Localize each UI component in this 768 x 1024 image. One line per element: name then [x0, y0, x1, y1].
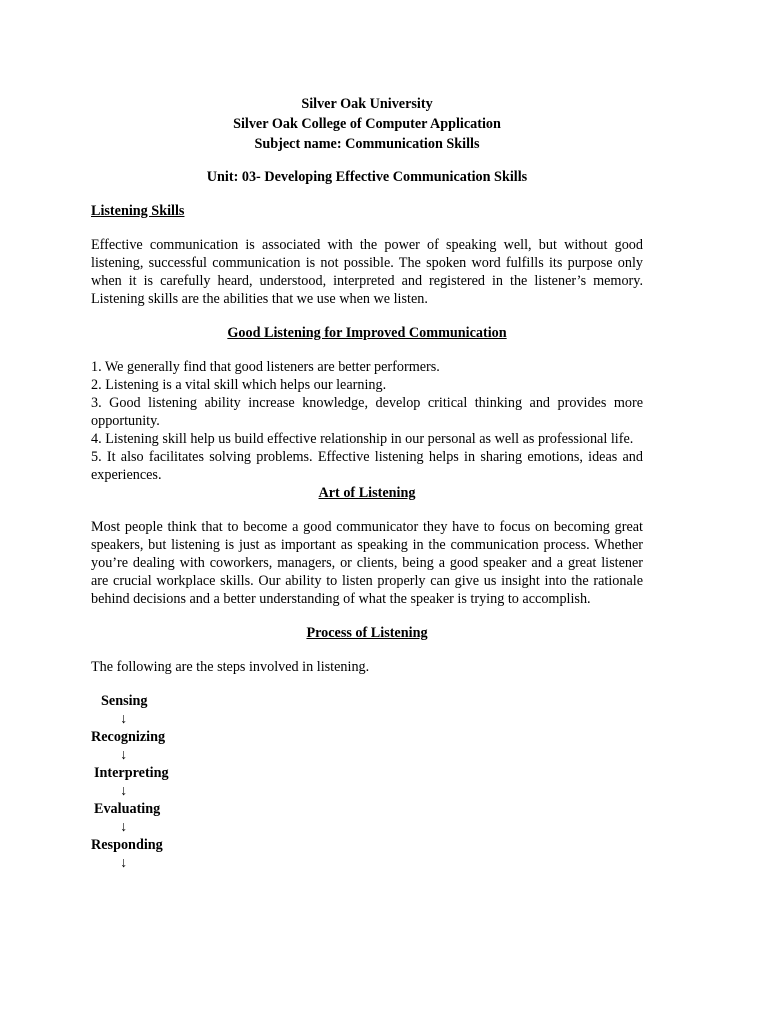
step-sensing: Sensing: [101, 693, 148, 709]
list-item: 1. We generally find that good listeners are better performers.: [91, 359, 440, 375]
list-item: 3. Good listening ability increase knowledge, develop critical thinking and provides more opportunity.: [91, 395, 643, 429]
down-arrow-icon: ↓: [120, 819, 128, 835]
step-interpreting: Interpreting: [94, 765, 169, 781]
document-header: [91, 94, 643, 154]
list-item: 4. Listening skill help us build effective relationship in our personal as well as professional life.: [91, 431, 634, 447]
down-arrow-icon: ↓: [120, 855, 128, 871]
university-name: Silver Oak University: [301, 96, 433, 112]
down-arrow-icon: ↓: [120, 783, 128, 799]
down-arrow-icon: ↓: [120, 747, 128, 763]
listening-steps: [91, 692, 643, 872]
listening-skills-paragraph: Effective communication is associated with the power of speaking well, but without good listening, successful communication is not possible. The spoken word fulfills its purpose only when it is carefully heard, understood, interpreted and registered in the listener’s memory. Listening skills are the abilities that we use when we listen.: [91, 237, 643, 307]
good-listening-list: [91, 358, 643, 484]
down-arrow-icon: ↓: [120, 711, 128, 727]
list-item: 2. Listening is a vital skill which helps our learning.: [91, 377, 387, 393]
step-recognizing: Recognizing: [91, 729, 166, 745]
good-listening-heading: Good Listening for Improved Communication: [227, 325, 507, 341]
listening-skills-heading: Listening Skills: [91, 203, 185, 219]
process-intro: The following are the steps involved in listening.: [91, 659, 370, 675]
process-of-listening-heading: Process of Listening: [306, 625, 428, 641]
unit-title: Unit: 03- Developing Effective Communication Skills: [206, 169, 528, 185]
art-of-listening-heading: Art of Listening: [318, 485, 416, 501]
step-evaluating: Evaluating: [94, 801, 161, 817]
art-of-listening-paragraph: Most people think that to become a good communicator they have to focus on becoming great speakers, but listening is just as important as speaking in the communication process. Whether you’re dealing with coworkers, managers, or clients, being a good speaker and a great listener are crucial workplace skills. Our ability to listen properly can give us insight into the rationale behind decisions and a better understanding of what the speaker is trying to accomplish.: [91, 519, 643, 607]
subject-name: Subject name: Communication Skills: [254, 136, 480, 152]
list-item: 5. It also facilitates solving problems. Effective listening helps in sharing emotions, ideas and experiences.: [91, 449, 643, 483]
college-name: Silver Oak College of Computer Application: [233, 116, 501, 132]
document-content: [91, 94, 643, 872]
step-responding: Responding: [91, 837, 163, 853]
